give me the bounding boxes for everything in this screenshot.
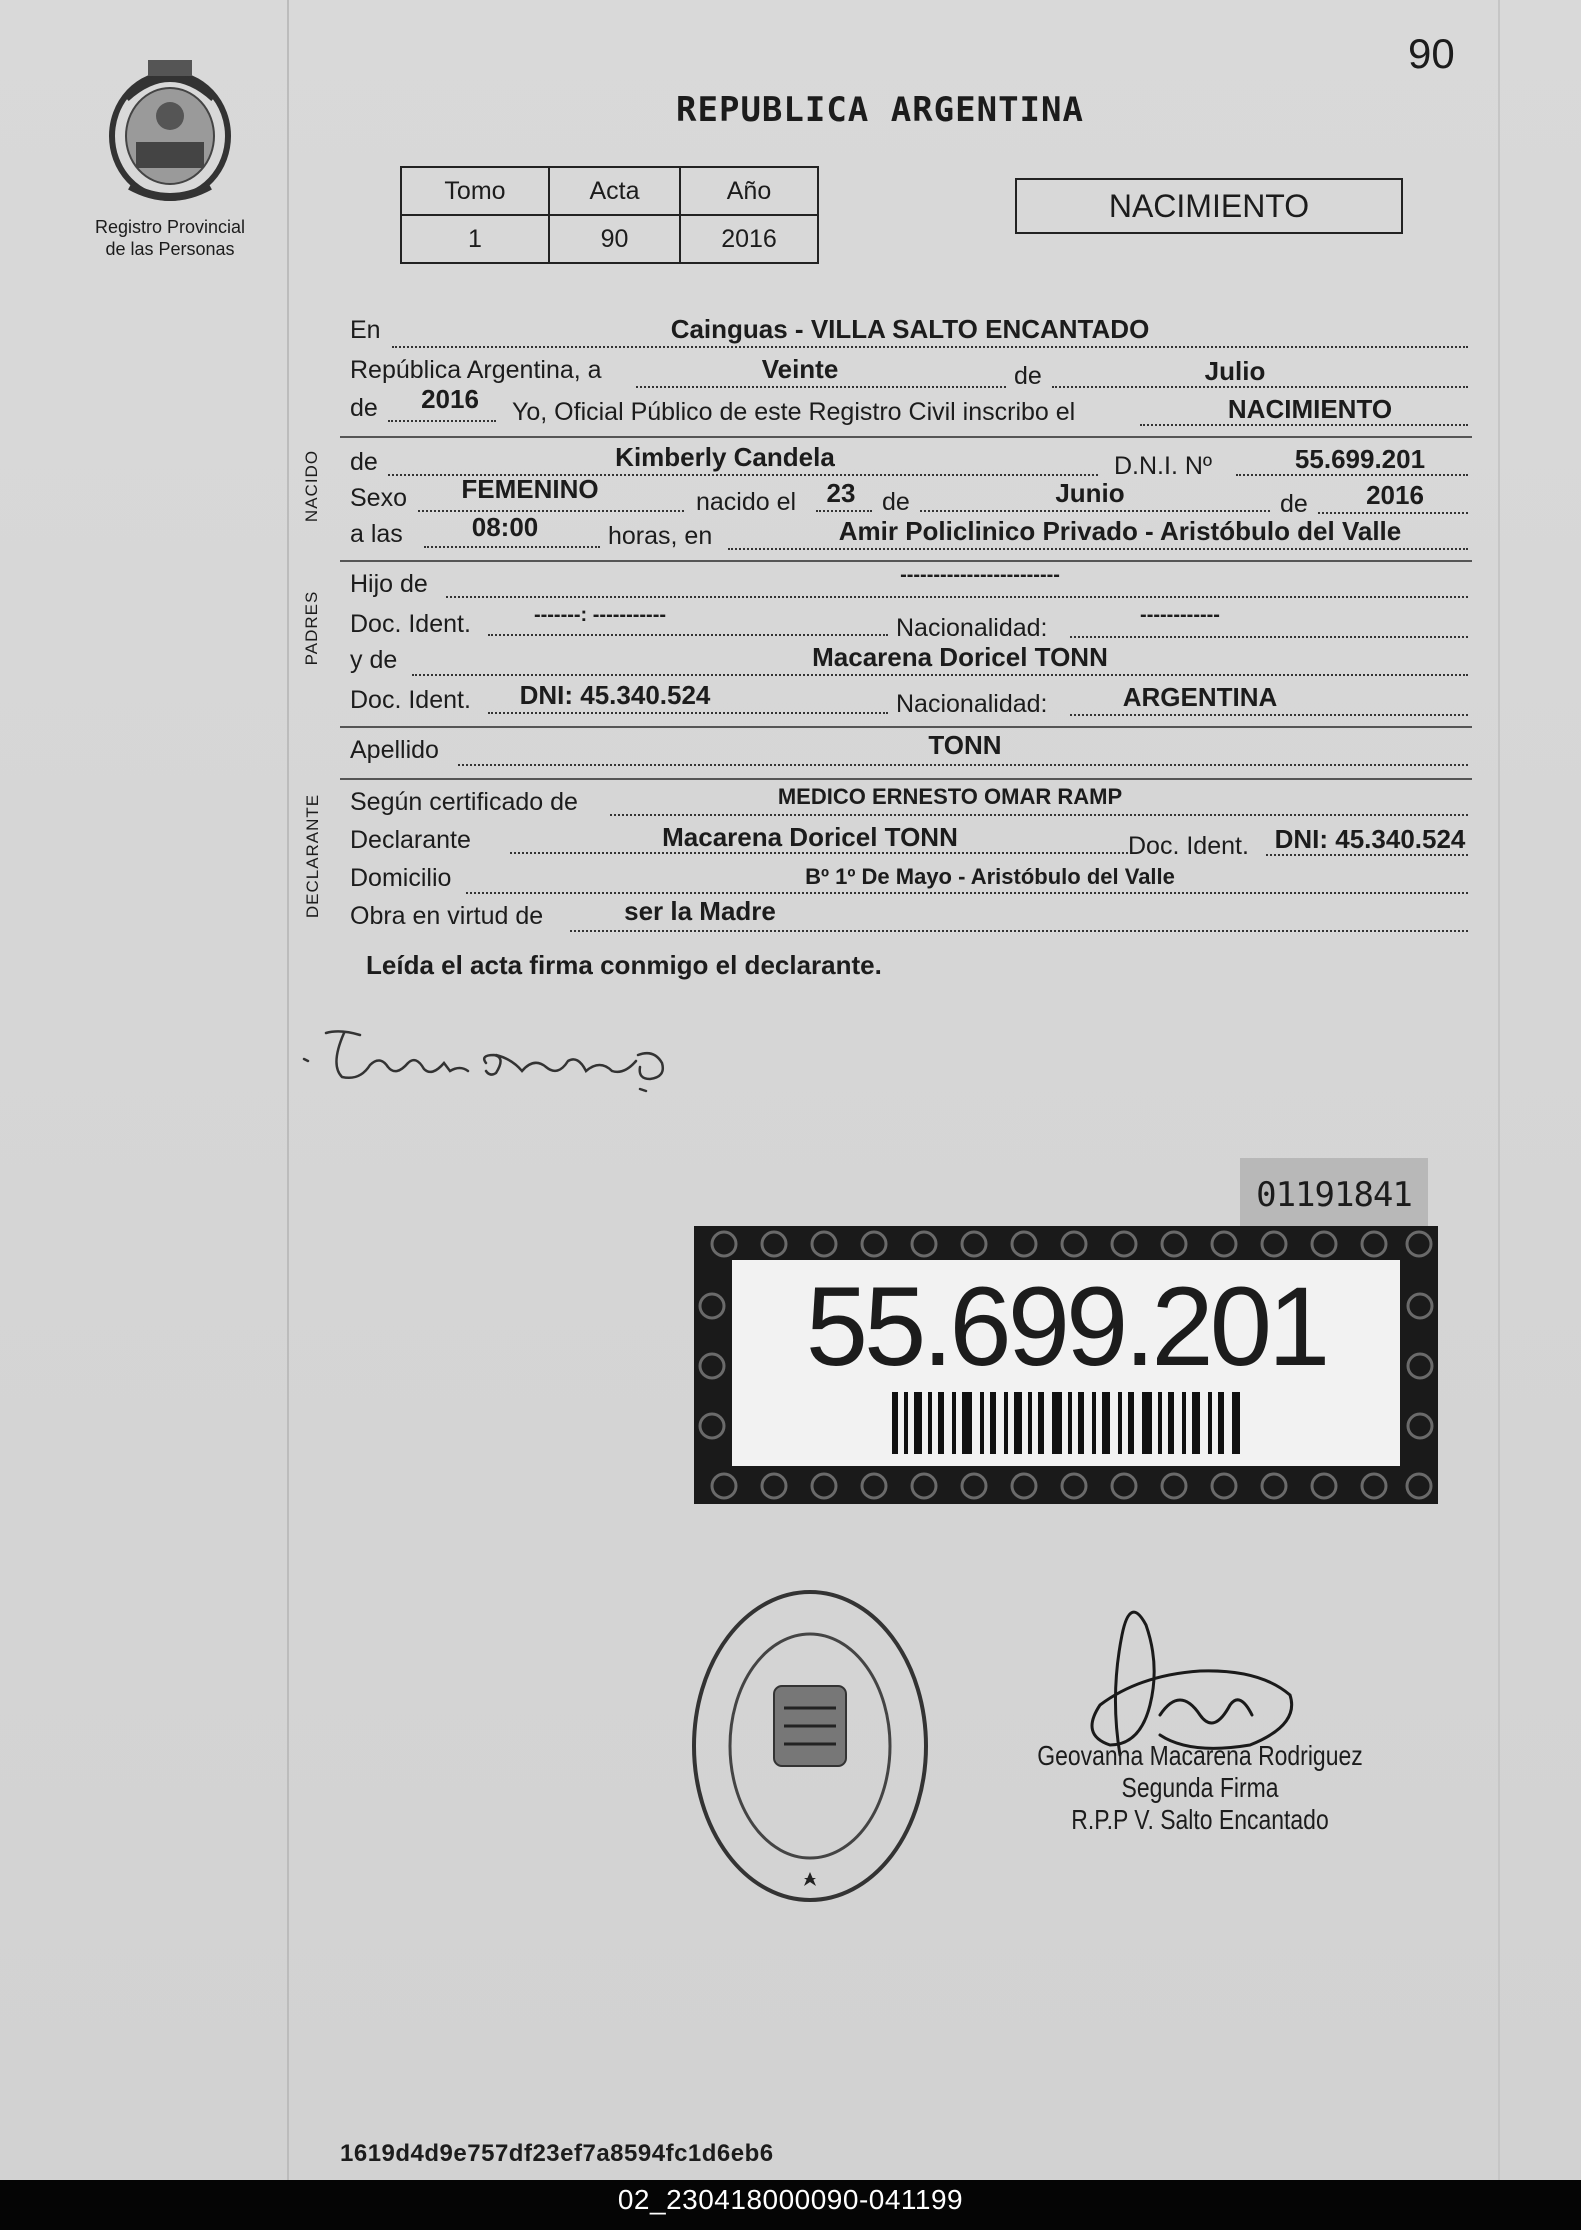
acta-header: Acta [549,167,680,215]
certificate-value: MEDICO ERNESTO OMAR RAMP [777,784,1123,809]
dotted-line [388,420,496,422]
declarant-section-label: DECLARANTE [303,793,322,919]
nationality-label: Nacionalidad: [896,614,1048,642]
dotted-line [424,546,600,548]
mother-nationality-value: ARGENTINA [1122,682,1278,712]
surname-label: Apellido [350,736,439,764]
child-dni-value: 55.699.201 [1294,444,1426,474]
section-divider [340,560,1472,562]
sticker-label-area [732,1260,1400,1466]
dni-label: D.N.I. Nº [1114,452,1213,480]
section-divider [340,726,1472,728]
father-value: ------------------------ [900,564,1060,586]
de-label: de [350,448,378,476]
officer-text: Yo, Oficial Público de este Registro Civil inscribo el [512,398,1076,426]
act-type-box: NACIMIENTO [1015,178,1403,234]
barcode [892,1392,1240,1454]
republic-label: República Argentina, a [350,356,602,384]
day-value: Veinte [761,354,839,384]
year-header: Año [680,167,818,215]
doc-label: Doc. Ident. [350,610,471,638]
dotted-line [446,596,1468,598]
dotted-line [392,346,1468,348]
page-fold-line [1498,0,1500,2180]
dotted-line [1070,636,1468,638]
registered-act-value: NACIMIENTO [1227,394,1393,424]
dotted-line [610,814,1468,816]
birth-year-value: 2016 [1366,480,1424,510]
dotted-line [1070,714,1468,716]
country-title: REPUBLICA ARGENTINA [676,90,1084,130]
de-label: de [1014,362,1042,390]
place-value: Cainguas - VILLA SALTO ENCANTADO [670,314,1150,344]
address-value: Bº 1º De Mayo - Aristóbulo del Valle [805,864,1175,889]
time-label: a las [350,520,403,548]
page-fold-line [287,0,289,2180]
role-value: ser la Madre [624,896,776,926]
de-label: de [1280,490,1308,518]
mother-name-value: Macarena Doricel TONN [812,642,1108,672]
footer-id: 02_230418000090-041199 [617,2184,964,2215]
parents-section-label: PADRES [302,590,321,666]
year-value: 2016 [680,215,818,263]
declarant-name-value: Macarena Doricel TONN [662,822,958,852]
official-seal [688,1586,932,1906]
reference-value-row [401,215,818,263]
father-nationality-value: ------------ [1140,604,1220,626]
mother-doc-value: DNI: 45.340.524 [519,680,711,710]
dotted-line [458,764,1468,766]
section-divider [340,436,1472,438]
signer-block [1036,1740,1364,1836]
surname-value: TONN [928,730,1002,760]
registry-name: Registro Provincial de las Personas [94,217,246,259]
sex-value: FEMENINO [461,474,599,504]
sex-label: Sexo [350,484,407,512]
sticker-number: 55.699.201 [805,1264,1327,1389]
address-label: Domicilio [350,864,452,892]
dotted-line [466,892,1468,894]
de-label: de [882,488,910,516]
declarant-doc-value: DNI: 45.340.524 [1274,824,1466,854]
and-label: y de [350,646,398,674]
signer-role: Segunda Firma [1121,1772,1279,1803]
signer-name: Geovanna Macarena Rodriguez [1037,1740,1363,1771]
de-label: de [350,394,378,422]
doc-label: Doc. Ident. [1128,832,1249,860]
acta-value: 90 [549,215,680,263]
birth-time-value: 08:00 [471,512,539,542]
declarant-signature [300,1015,690,1095]
section-divider [340,778,1472,780]
dotted-line [816,510,872,512]
dotted-line [488,712,888,714]
hours-label: horas, en [608,522,713,550]
page-number: 90 [1408,30,1455,77]
tomo-value: 1 [401,215,549,263]
registry-barcode-sticker [694,1226,1438,1504]
child-name-value: Kimberly Candela [615,442,835,472]
born-section-label: NACIDO [302,449,321,523]
en-label: En [350,316,381,344]
month-value: Julio [1204,356,1266,386]
dotted-line [636,386,1006,388]
dotted-line [728,548,1468,550]
dotted-line [488,634,888,636]
registry-reference-table [400,166,819,264]
father-doc-value: -------: ----------- [533,604,667,626]
tomo-header: Tomo [401,167,549,215]
doc-label: Doc. Ident. [350,686,471,714]
born-label: nacido el [696,488,797,516]
document-hash: 1619d4d9e757df23ef7a8594fc1d6eb6 [340,2140,774,2167]
birth-month-value: Junio [1055,478,1125,508]
stub-number: 01191841 [1240,1158,1428,1232]
dotted-line [920,510,1270,512]
role-label: Obra en virtud de [350,902,544,930]
nationality-label: Nacionalidad: [896,690,1048,718]
birth-day-value: 23 [826,478,856,508]
declarant-label: Declarante [350,826,471,854]
certificate-label: Según certificado de [350,788,578,816]
dotted-line [1318,512,1468,514]
year-value: 2016 [421,384,479,414]
dotted-line [570,930,1468,932]
child-of-label: Hijo de [350,570,428,598]
closing-statement: Leída el acta firma conmigo el declarante. [366,950,882,980]
reference-header-row [401,167,818,215]
birth-place-value: Amir Policlinico Privado - Aristóbulo del Valle [838,516,1402,546]
dotted-line [412,674,1468,676]
signer-office: R.P.P V. Salto Encantado [1071,1804,1329,1835]
province-crest-logo [100,58,240,208]
